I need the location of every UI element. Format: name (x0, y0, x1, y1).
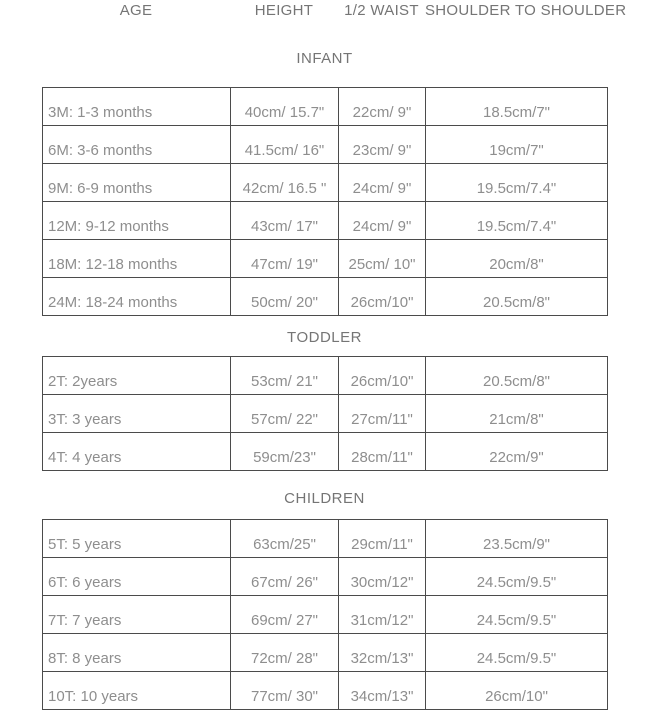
waist-cell: 24cm/ 9" (339, 164, 426, 202)
table-row (43, 596, 608, 634)
waist-cell: 31cm/12" (339, 596, 426, 634)
age-cell: 24M: 18-24 months (43, 278, 231, 316)
section-title-children: CHILDREN (284, 490, 365, 507)
shoulder-cell: 19.5cm/7.4" (426, 164, 608, 202)
table-row (43, 558, 608, 596)
shoulder-cell: 19.5cm/7.4" (426, 202, 608, 240)
height-cell: 47cm/ 19" (231, 240, 339, 278)
waist-cell: 26cm/10" (339, 278, 426, 316)
table-row (43, 634, 608, 672)
waist-cell: 22cm/ 9" (339, 88, 426, 126)
height-cell: 77cm/ 30" (231, 672, 339, 710)
infant-size-table (42, 87, 608, 316)
column-header-waist: 1/2 WAIST (344, 2, 419, 19)
waist-cell: 25cm/ 10" (339, 240, 426, 278)
waist-cell: 27cm/11" (339, 395, 426, 433)
waist-cell: 26cm/10" (339, 357, 426, 395)
height-cell: 53cm/ 21" (231, 357, 339, 395)
age-cell: 3M: 1-3 months (43, 88, 231, 126)
waist-cell: 30cm/12" (339, 558, 426, 596)
height-cell: 59cm/23" (231, 433, 339, 471)
table-row (43, 357, 608, 395)
section-title-toddler: TODDLER (287, 329, 362, 346)
shoulder-cell: 22cm/9" (426, 433, 608, 471)
age-cell: 18M: 12-18 months (43, 240, 231, 278)
waist-cell: 24cm/ 9" (339, 202, 426, 240)
waist-cell: 29cm/11" (339, 520, 426, 558)
waist-cell: 34cm/13" (339, 672, 426, 710)
table-row (43, 520, 608, 558)
height-cell: 69cm/ 27" (231, 596, 339, 634)
height-cell: 57cm/ 22" (231, 395, 339, 433)
table-row (43, 433, 608, 471)
age-cell: 5T: 5 years (43, 520, 231, 558)
shoulder-cell: 24.5cm/9.5" (426, 558, 608, 596)
table-row (43, 88, 608, 126)
waist-cell: 32cm/13" (339, 634, 426, 672)
table-row (43, 202, 608, 240)
age-cell: 6T: 6 years (43, 558, 231, 596)
shoulder-cell: 23.5cm/9" (426, 520, 608, 558)
column-header-shoulder: SHOULDER TO SHOULDER (425, 2, 627, 19)
children-size-table (42, 519, 608, 710)
table-row (43, 672, 608, 710)
table-row (43, 240, 608, 278)
age-cell: 9M: 6-9 months (43, 164, 231, 202)
age-cell: 4T: 4 years (43, 433, 231, 471)
shoulder-cell: 24.5cm/9.5" (426, 634, 608, 672)
waist-cell: 23cm/ 9" (339, 126, 426, 164)
shoulder-cell: 21cm/8" (426, 395, 608, 433)
shoulder-cell: 20.5cm/8" (426, 278, 608, 316)
table-row (43, 278, 608, 316)
shoulder-cell: 19cm/7" (426, 126, 608, 164)
height-cell: 50cm/ 20" (231, 278, 339, 316)
table-row (43, 164, 608, 202)
shoulder-cell: 24.5cm/9.5" (426, 596, 608, 634)
age-cell: 7T: 7 years (43, 596, 231, 634)
size-chart-content (42, 0, 627, 710)
height-cell: 72cm/ 28" (231, 634, 339, 672)
table-row (43, 126, 608, 164)
column-header-height: HEIGHT (254, 2, 314, 19)
table-row (43, 395, 608, 433)
height-cell: 67cm/ 26" (231, 558, 339, 596)
shoulder-cell: 26cm/10" (426, 672, 608, 710)
height-cell: 40cm/ 15.7" (231, 88, 339, 126)
age-cell: 2T: 2years (43, 357, 231, 395)
shoulder-cell: 18.5cm/7" (426, 88, 608, 126)
age-cell: 8T: 8 years (43, 634, 231, 672)
age-cell: 10T: 10 years (43, 672, 231, 710)
column-header-age: AGE (119, 2, 153, 19)
age-cell: 3T: 3 years (43, 395, 231, 433)
height-cell: 41.5cm/ 16" (231, 126, 339, 164)
age-cell: 6M: 3-6 months (43, 126, 231, 164)
age-cell: 12M: 9-12 months (43, 202, 231, 240)
section-title-infant: INFANT (296, 50, 353, 67)
height-cell: 63cm/25" (231, 520, 339, 558)
toddler-size-table (42, 356, 608, 471)
height-cell: 43cm/ 17" (231, 202, 339, 240)
shoulder-cell: 20.5cm/8" (426, 357, 608, 395)
height-cell: 42cm/ 16.5 " (231, 164, 339, 202)
shoulder-cell: 20cm/8" (426, 240, 608, 278)
column-headers (42, 2, 627, 19)
waist-cell: 28cm/11" (339, 433, 426, 471)
